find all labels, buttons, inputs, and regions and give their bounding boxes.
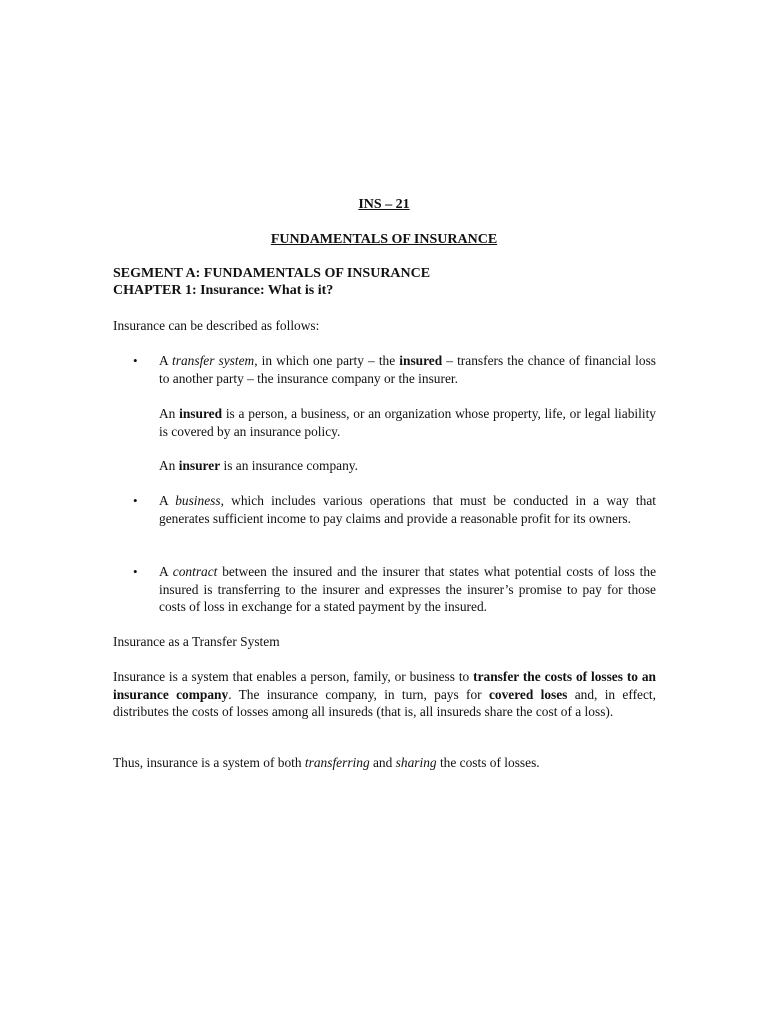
chapter-heading: CHAPTER 1: Insurance: What is it? [113,283,334,298]
bullet-marker-2: • [133,493,138,508]
insured-definition: An insured is a person, a business, or an organization whose property, life, or legal liability is covered by an insurance policy. [159,406,656,439]
term-business: business [175,493,221,508]
document-code: INS – 21 [358,197,410,212]
bullet-marker-1: • [133,353,138,368]
document-title: FUNDAMENTALS OF INSURANCE [270,232,498,247]
bullet-marker-3: • [133,564,138,579]
bullet-item-business: A business, which includes various operations that must be conducted in a way that generates sufficient income to pay claims and provide a reasonable profit for its owners. [159,493,656,526]
term-insurer: insurer [178,458,221,473]
term-contract: contract [172,564,218,579]
bullet-item-transfer-system: A transfer system, in which one party – the insured – transfers the chance of financial loss to another party – the insurance company or the insurer. [159,353,657,386]
bullet-item-contract: A contract between the insured and the insurer that states what potential costs of loss the insured is transferring to the insurer and expresses the insurer’s promise to pay for those costs of loss in exchange for a stated payment by the insured. [159,564,657,615]
term-transfer-system: transfer system [172,353,255,368]
segment-heading: SEGMENT A: FUNDAMENTALS OF INSURANCE [113,266,431,281]
transfer-system-paragraph: Insurance is a system that enables a person, family, or business to transfer the costs of losses to an insurance company. The insurance company, in turn, pays for covered loses and, in effect, distributes the costs of losses among all insureds (that is, all insureds share the cost of a loss). [113,669,656,720]
term-insured: insured [399,353,443,368]
term-insured-def: insured [179,406,223,421]
section-heading-transfer-system: Insurance as a Transfer System [113,634,280,649]
summary-paragraph: Thus, insurance is a system of both transferring and sharing the costs of losses. [113,755,540,770]
insurer-definition: An insurer is an insurance company. [159,458,358,473]
intro-text: Insurance can be described as follows: [113,318,320,333]
